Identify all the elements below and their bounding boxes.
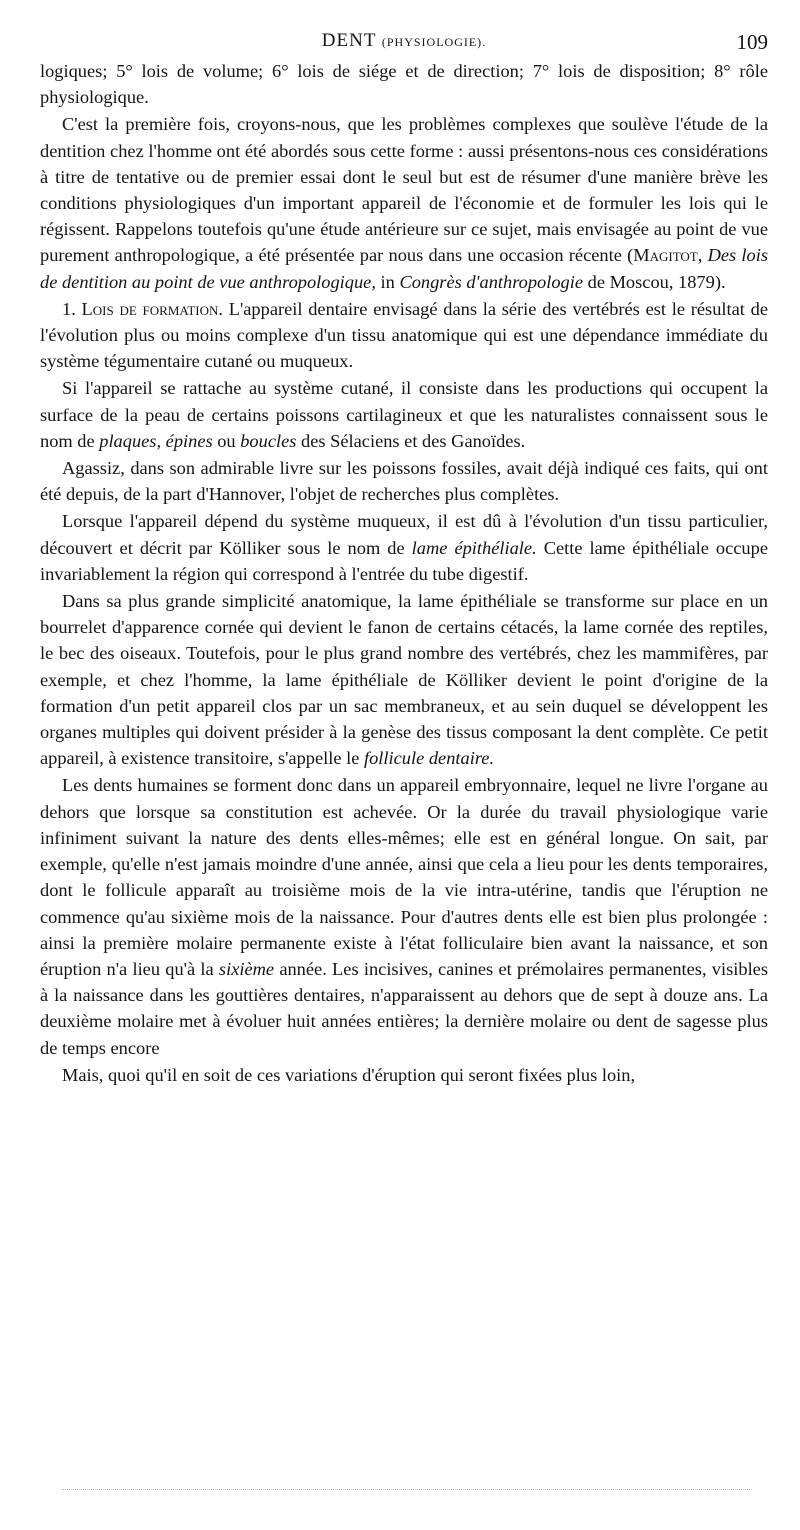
- paragraph-text: ,: [697, 245, 708, 266]
- paragraph: [40, 58, 768, 110]
- paragraph-text: Dans sa plus grande simplicité anatomique, la lame épithéliale se transforme sur place en un bourrelet d'apparence cornée qui devient le fanon de certains cétacés, la lame cornée des reptiles, le bec des oiseaux. Toutefois, pour le plus grand nombre des vertébrés, chez les mammifères, par exemple, et chez l'homme, la lame épithéliale de Kölliker devient le point d'origine de la formation d'un petit appareil clos par un sac membraneux, et au sein duquel se développent les organes multiples qui doivent présider à la genèse des tissus composant la dent complète. Ce petit appareil, à existence transitoire, s'appelle le: [40, 591, 768, 769]
- page-header: [40, 0, 768, 58]
- paragraph-text: L'appareil dentaire envisagé dans la série des vertébrés est le résultat de l'évolution plus ou moins complexe d'un tissu anatomique qui est une dépendance immédiate du système tégumentaire cutané ou muqueux.: [40, 298, 768, 372]
- running-head-subtitle: (PHYSIOLOGIE).: [381, 35, 487, 49]
- paragraph-text: Lorsque l'appareil dépend du système muqueux, il est dû à l'évolution d'un tissu particulier, découvert et décrit par Kölliker sous le nom de: [40, 511, 768, 558]
- paragraph-text: Agassiz, dans son admirable livre sur les poissons fossiles, avait déjà indiqué ces faits, qui ont été depuis, de la part d'Hannover, l'objet de recherches plus complètes.: [40, 458, 768, 505]
- paragraph: [40, 296, 768, 375]
- italic-term: plaques, épines: [99, 430, 213, 451]
- paragraph-text: Les dents humaines se forment donc dans un appareil embryonnaire, lequel ne livre l'organe au dehors que lorsque sa constitution est achevée. Or la durée du travail physiologique varie infiniment suivant la nature des dents elles-mêmes; elle est en général longue. On sait, par exemple, qu'elle n'est jamais moindre d'une année, ainsi que cela a lieu pour les dents temporaires, dont le follicule apparaît au troisième mois de la vie intra-utérine, tandis que l'éruption ne commence qu'au sixième mois de la naissance. Pour d'autres dents elle est bien plus prolongée : ainsi la première molaire permanente existe à l'état folliculaire bien avant la naissance, et son éruption n'a lieu qu'à la: [40, 775, 768, 979]
- paragraph-text: ou: [212, 430, 241, 451]
- paragraph: [40, 588, 768, 771]
- italic-term: lame épithéliale.: [411, 537, 537, 558]
- paragraph-text: année. Les incisives, canines et prémolaires permanentes, visibles à la naissance dans les gouttières dentaires, n'apparaissent au dehors que de sept à douze ans. La deuxième molaire met à évoluer huit années entières; la dernière molaire ou dent de sagesse plus de temps encore: [40, 958, 768, 1058]
- page-number: 109: [736, 30, 768, 54]
- paragraph-text: Cette lame épithéliale occupe invariablement la région qui correspond à l'entrée du tube digestif.: [40, 537, 768, 584]
- paragraph-text: in: [375, 271, 400, 292]
- author-name: Magitot: [633, 245, 698, 266]
- paragraph: [40, 772, 768, 1060]
- section-heading: Lois de formation.: [81, 298, 223, 319]
- paragraph-text: des Sélaciens et des Ganoïdes.: [296, 430, 526, 451]
- paragraph: [40, 1062, 768, 1088]
- work-title: Des lois de dentition au point de vue anthropologique,: [40, 245, 768, 292]
- paragraph: [40, 375, 768, 454]
- paragraph-text: Mais, quoi qu'il en soit de ces variations d'éruption qui seront fixées plus loin,: [62, 1064, 636, 1085]
- page: [40, 0, 768, 1089]
- italic-term: follicule dentaire.: [363, 748, 495, 769]
- section-number: 1.: [62, 298, 76, 319]
- congress-title: Congrès d'anthropologie: [399, 271, 584, 292]
- body-text: [40, 58, 768, 1088]
- paragraph: [40, 455, 768, 507]
- running-head: [40, 30, 768, 52]
- italic-term: boucles: [240, 430, 297, 451]
- paragraph-text: logiques; 5° lois de volume; 6° lois de siége et de direction; 7° lois de disposition; 8° rôle physiologique.: [40, 61, 768, 108]
- running-head-title: DENT: [321, 30, 377, 51]
- paragraph-text: de Moscou, 1879).: [583, 271, 726, 292]
- paragraph: [40, 111, 768, 294]
- italic-term: sixième: [218, 958, 275, 979]
- footer-rule: [62, 1489, 752, 1490]
- paragraph: [40, 508, 768, 587]
- paragraph-text: C'est la première fois, croyons-nous, que les problèmes complexes que soulève l'étude de la dentition chez l'homme ont été abordés sous cette forme : aussi présentons-nous ces considérations à titre de tentative ou de premier essai dont le seul but est de résumer d'une manière brève les conditions physiologiques d'un important appareil de l'économie et de formuler les lois qui le régissent. Rappelons toutefois qu'une étude antérieure sur ce sujet, mais envisagée au point de vue purement anthropologique, a été présentée par nous dans une occasion récente (: [40, 114, 768, 266]
- paragraph-text: Si l'appareil se rattache au système cutané, il consiste dans les productions qui occupent la surface de la peau de certains poissons cartilagineux et que les naturalistes connaissent sous le nom de: [40, 378, 768, 451]
